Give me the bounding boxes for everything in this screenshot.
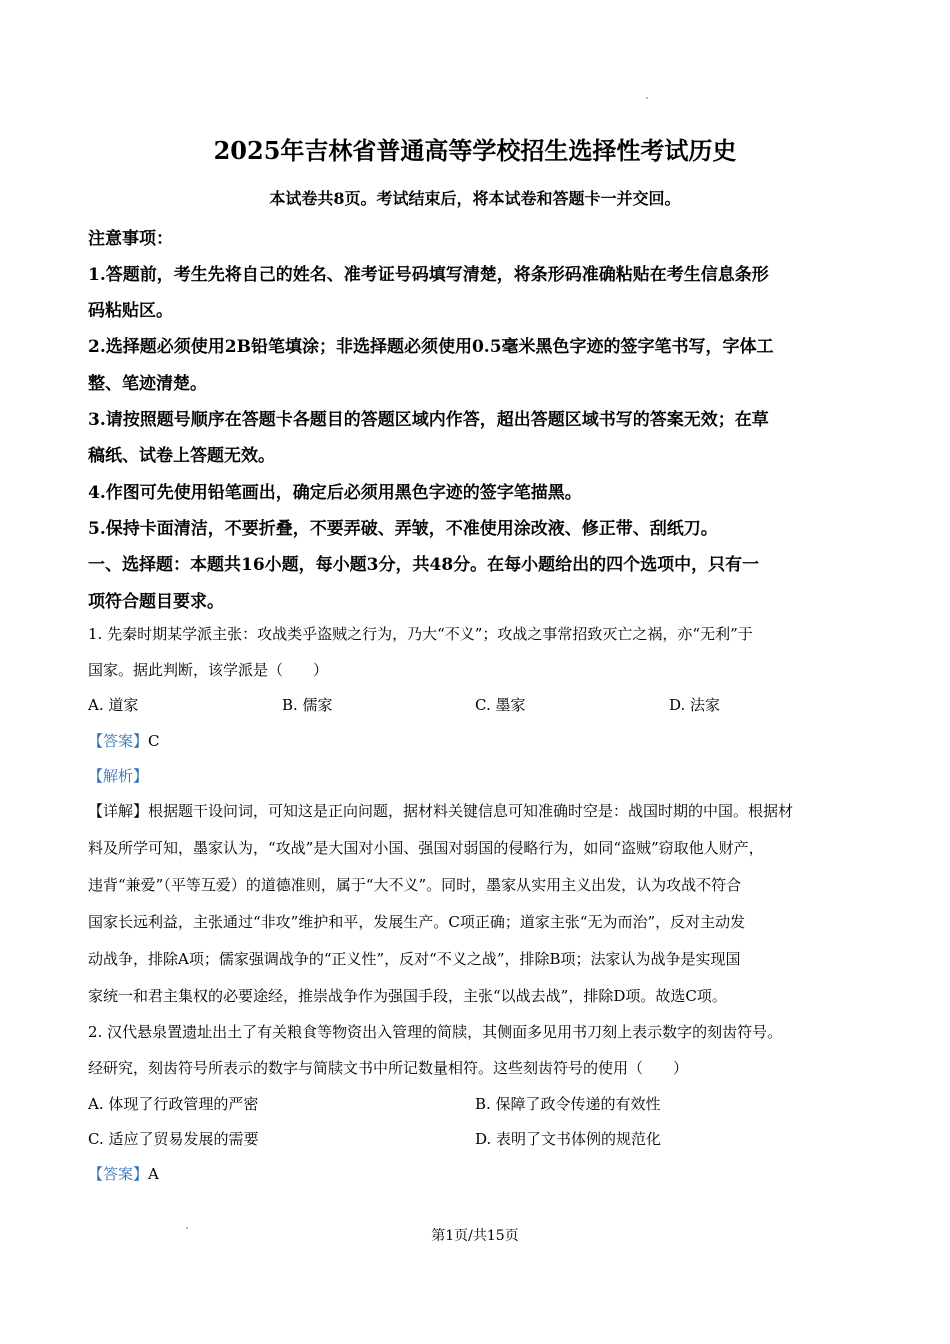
question-2-option-c: C. 适应了贸易发展的需要 — [88, 1130, 259, 1148]
notice-line: 码粘贴区。 — [88, 301, 173, 321]
notice-line: 整、笔迹清楚。 — [88, 374, 207, 394]
notice-line: 4.作图可先使用铅笔画出，确定后必须用黑色字迹的签字笔描黑。 — [88, 483, 582, 503]
question-1-option-a: A. 道家 — [88, 696, 139, 714]
question-1-stem: 国家。据此判断，该学派是（ ） — [88, 661, 329, 679]
answer-value: C — [148, 732, 160, 750]
detail-line: 家统一和君主集权的必要途经，推崇战争作为强国手段，主张“以战去战”，排除D项。故选C项。 — [88, 987, 727, 1005]
answer-value: A — [148, 1165, 159, 1183]
notice-line: 2.选择题必须使用2B铅笔填涂；非选择题必须使用0.5毫米黑色字迹的签字笔书写，字体工 — [88, 337, 774, 357]
notice-line: 1.答题前，考生先将自己的姓名、准考证号码填写清楚，将条形码准确粘贴在考生信息条形 — [88, 265, 769, 285]
question-2-stem: 经研究，刻齿符号所表示的数字与简牍文书中所记数量相符。这些刻齿符号的使用（ ） — [88, 1059, 689, 1077]
question-1-option-c: C. 墨家 — [475, 696, 526, 714]
detail-line: 动战争，排除A项；儒家强调战争的“正义性”，反对“不义之战”，排除B项；法家认为战争是实现国 — [88, 950, 741, 968]
notice-line: 3.请按照题号顺序在答题卡各题目的答题区域内作答，超出答题区域书写的答案无效；在草 — [88, 410, 769, 430]
detail-text: 根据题干设问词，可知这是正向问题，据材料关键信息可知准确时空是：战国时期的中国。根据材 — [148, 802, 794, 820]
page-subtitle: 本试卷共8页。考试结束后，将本试卷和答题卡一并交回。 — [269, 189, 681, 208]
section-heading: 一、选择题：本题共16小题，每小题3分，共48分。在每小题给出的四个选项中，只有一 — [88, 555, 760, 575]
notice-heading: 注意事项： — [88, 229, 173, 249]
question-1-option-d: D. 法家 — [669, 696, 721, 714]
detail-line: 违背“兼爱”（平等互爱）的道德准则，属于“大不义”。同时，墨家从实用主义出发，认为攻战不符合 — [88, 876, 742, 894]
detail-line: 国家长远利益，主张通过“非攻”维护和平，发展生产。C项正确；道家主张“无为而治”，反对主动发 — [88, 913, 746, 931]
page-title: 2025年吉林省普通高等学校招生选择性考试历史 — [213, 136, 737, 165]
section-heading: 项符合题目要求。 — [88, 592, 224, 612]
page-number: 第1页/共15页 — [431, 1228, 519, 1244]
notice-line: 稿纸、试卷上答题无效。 — [88, 446, 275, 466]
answer-tag: 【答案】 — [88, 732, 149, 750]
question-2-option-a: A. 体现了行政管理的严密 — [88, 1095, 259, 1113]
question-1-option-b: B. 儒家 — [282, 696, 333, 714]
question-2-option-b: B. 保障了政令传递的有效性 — [475, 1095, 661, 1113]
question-2-option-d: D. 表明了文书体例的规范化 — [475, 1130, 662, 1148]
answer-tag: 【答案】 — [88, 1165, 149, 1183]
detail-tag: 【详解】 — [88, 802, 149, 820]
detail-line: 料及所学可知，墨家认为，“攻战”是大国对小国、强国对弱国的侵略行为，如同“盗贼”窃取他人财产， — [88, 839, 764, 857]
question-2-stem: 2. 汉代悬泉置遗址出土了有关粮食等物资出入管理的简牍，其侧面多见用书刀刻上表示数字的刻齿符号。 — [88, 1023, 783, 1041]
question-1-stem: 1. 先秦时期某学派主张：攻战类乎盗贼之行为，乃大“不义”；攻战之事常招致灭亡之祸，亦“无利”于 — [88, 625, 753, 643]
question-1-answer — [88, 730, 160, 751]
scan-mark — [646, 97, 648, 99]
notice-line: 5.保持卡面清洁，不要折叠，不要弄破、弄皱，不准使用涂改液、修正带、刮纸刀。 — [88, 519, 718, 539]
detail-line — [88, 800, 793, 821]
analysis-tag: 【解析】 — [88, 767, 149, 785]
question-2-answer — [88, 1163, 159, 1184]
